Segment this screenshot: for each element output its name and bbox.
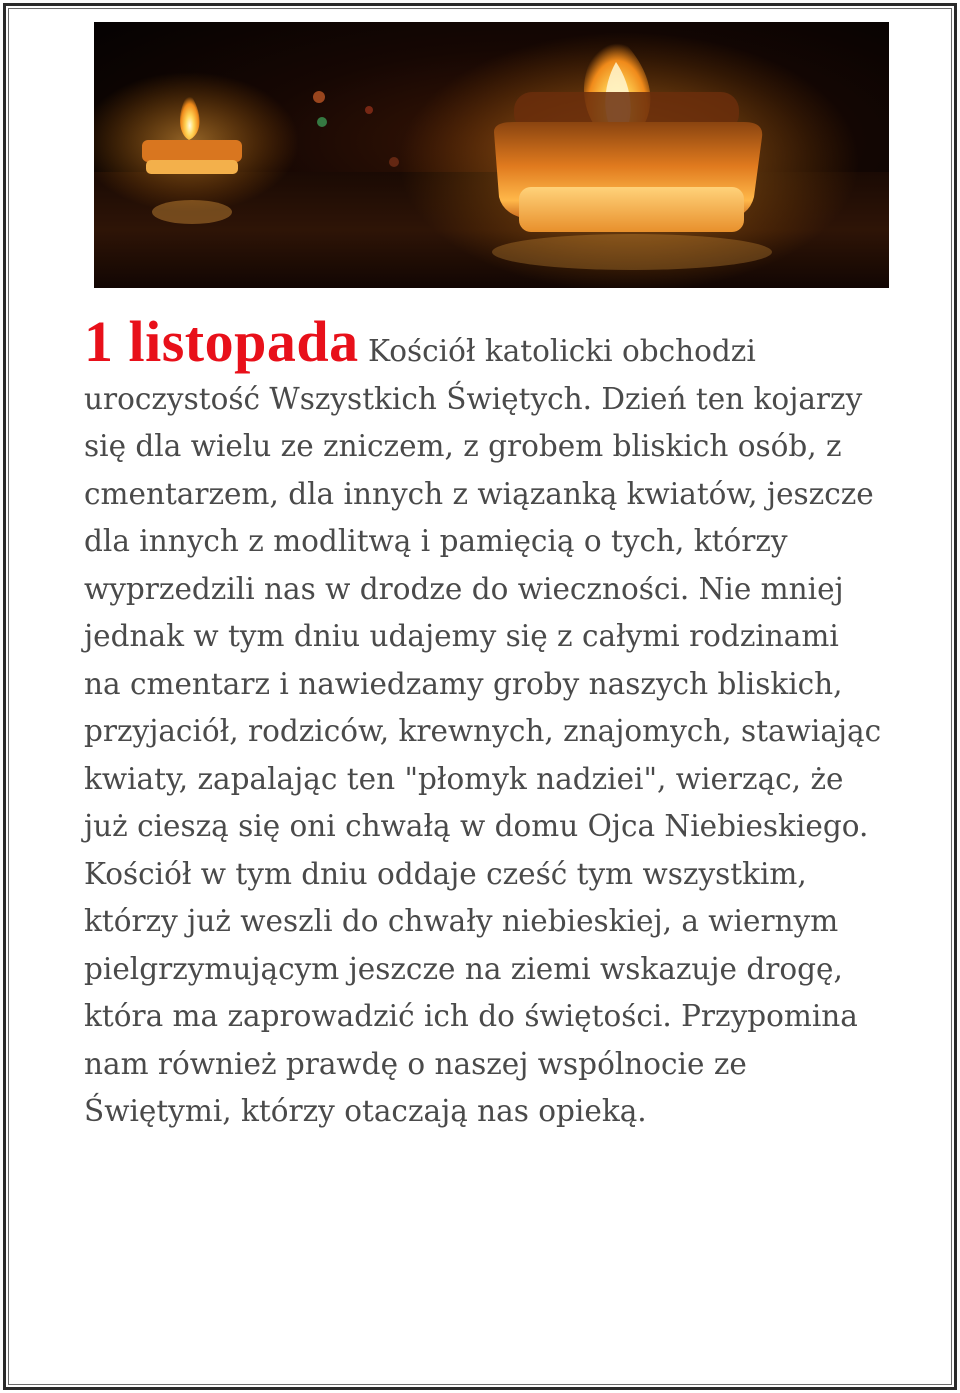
candle-photo	[94, 22, 889, 288]
headline-date: 1 listopada	[84, 309, 359, 374]
article-body: Kościół katolicki obchodzi uroczystość Wszystkich Świętych. Dzień ten kojarzy się dla wielu ze zniczem, z grobem bliskich osób, z cmentarzem, dla innych z wiązanką kwiatów, jeszcze dla innych z modlitwą i pamięcią o tych, którzy wyprzedzili nas w drodze do wieczności. Nie mniej jednak w tym dniu udajemy się z całymi rodzinami na cmentarz i nawiedzamy groby naszych bliskich, przyjaciół, rodziców, krewnych, znajomych, stawiając kwiaty, zapalając ten "płomyk nadziei", wierząc, że już cieszą się oni chwałą w domu Ojca Niebieskiego. Kościół w tym dniu oddaje cześć tym wszystkim, którzy już weszli do chwały niebieskiej, a wiernym pielgrzymującym jeszcze na ziemi wskazuje drogę, która ma zaprowadzić ich do świętości. Przypomina nam również prawdę o naszej wspólnocie ze Świętymi, którzy otaczają nas opieką.	[84, 334, 882, 1128]
candle-illustration	[94, 22, 889, 288]
article-paragraph	[84, 309, 884, 1136]
